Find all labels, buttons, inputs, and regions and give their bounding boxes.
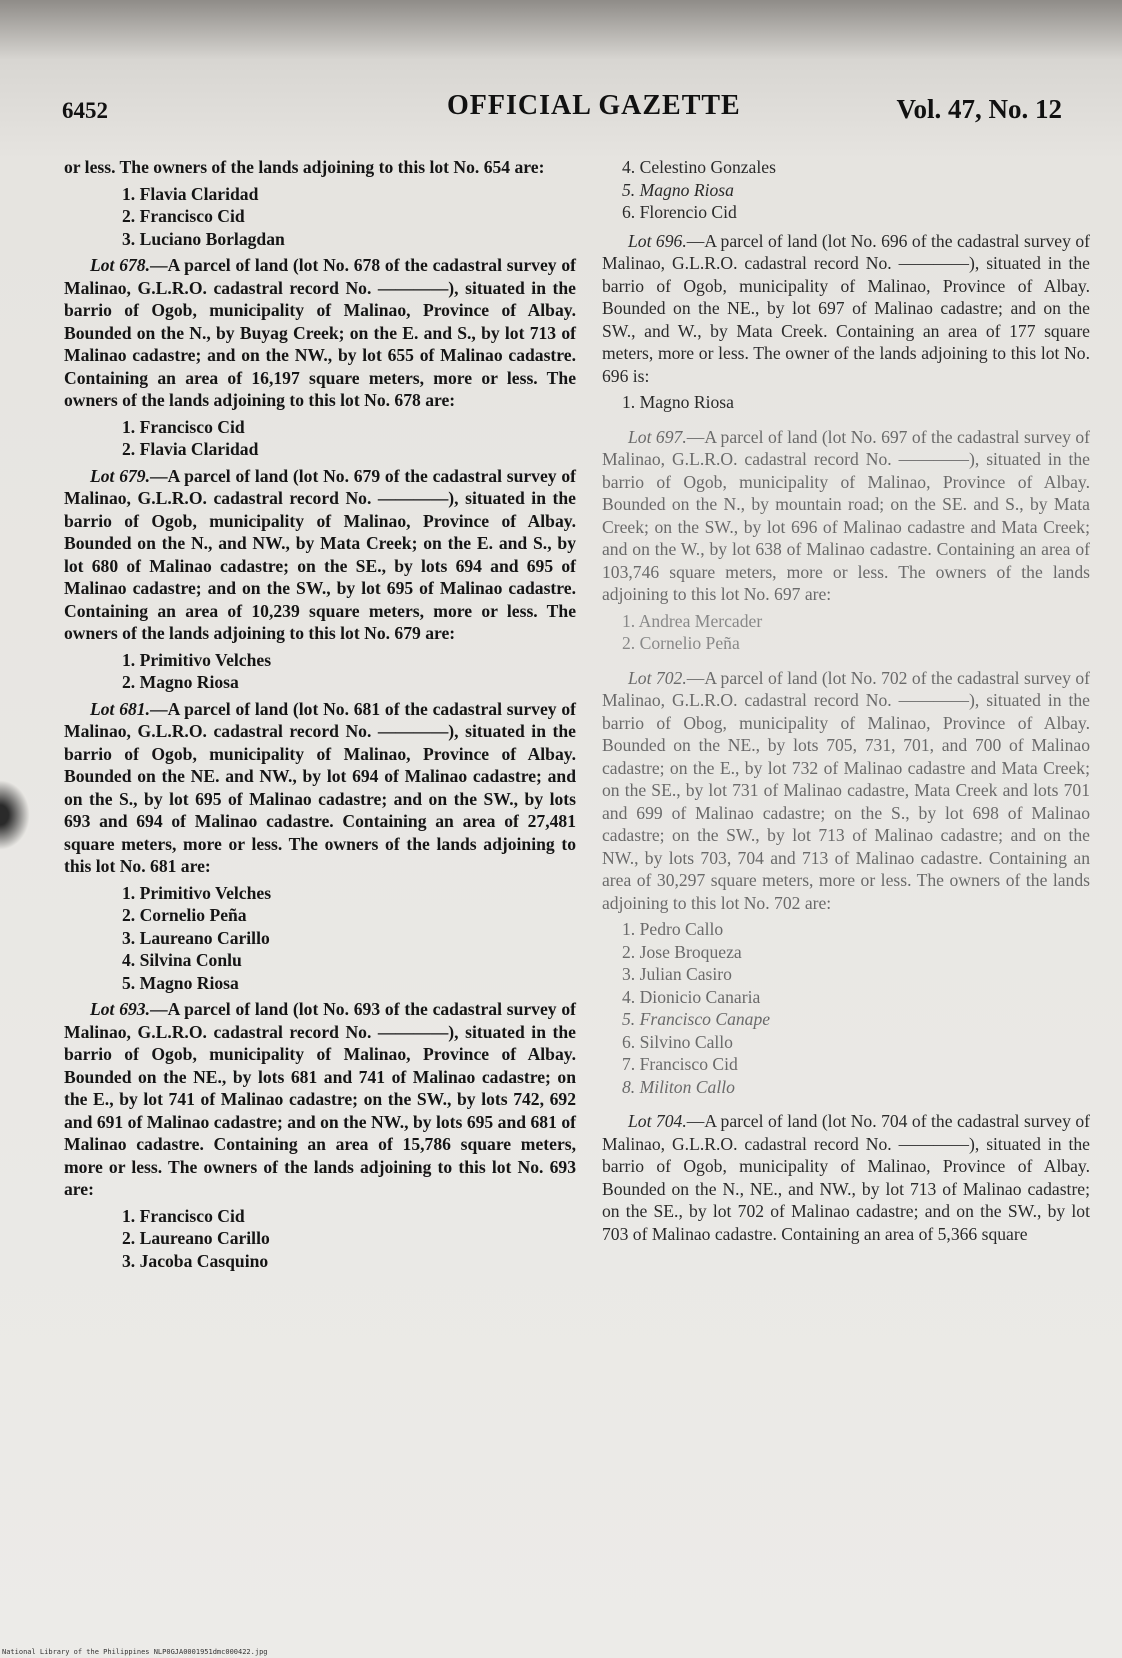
list-item: 3. Jacoba Casquino: [122, 1250, 269, 1271]
lot-704-paragraph: [602, 1110, 1090, 1245]
list-item: 3. Laureano Carillo: [122, 927, 270, 948]
list-item: 1. Magno Riosa: [622, 392, 734, 412]
paragraph-continuation: or less. The owners of the lands adjoining to this lot No. 654 are:: [64, 157, 545, 177]
list-item: 2. Jose Broqueza: [622, 941, 742, 962]
list-item: 4. Silvina Conlu: [122, 950, 242, 970]
list-item: 7. Francisco Cid: [622, 1054, 738, 1074]
lot-678-text: —A parcel of land (lot No. 678 of the cadastral survey of Malinao, G.L.R.O. cadastral record No. ————), situated in the barrio of Ogob, municipality of Malinao, Province of Albay. Bounded on the N., by Buyag Creek; on the E. and S., by lot 713 of Malinao cadastre; and on the NW., by lot 655 of Malinao cadastre. Containing an area of 16,197 square meters, more or less. The owners of the lands adjoining to this lot No. 678 are:: [64, 255, 576, 410]
lot-678-label: Lot 678.: [90, 255, 150, 275]
owners-list-702: [602, 918, 1090, 1098]
owners-list-654: [64, 183, 576, 251]
list-item: 2. Cornelio Peña: [122, 905, 247, 925]
lot-678-paragraph: [64, 254, 576, 412]
lot-702-label: Lot 702.: [628, 667, 687, 688]
page-number: 6452: [62, 98, 108, 123]
owners-list-693: [64, 1205, 576, 1273]
list-item: 1. Primitivo Velches: [122, 649, 272, 670]
list-item: 3. Luciano Borlagdan: [122, 228, 285, 249]
list-item: 1. Andrea Mercader: [622, 610, 763, 631]
lot-693-paragraph: [64, 998, 576, 1201]
lot-679-paragraph: [64, 465, 576, 645]
list-item: 8. Militon Callo: [622, 1076, 735, 1097]
list-item: 6. Silvino Callo: [622, 1031, 733, 1052]
owners-list-697: [602, 610, 1090, 655]
list-item: 1. Primitivo Velches: [122, 882, 272, 903]
lot-702-paragraph: [602, 667, 1090, 915]
owners-list-693-continued: [602, 156, 1090, 224]
lot-697-text: —A parcel of land (lot No. 697 of the cadastral survey of Malinao, G.L.R.O. cadastral record No. ————), situated in the barrio of Ogob, municipality of Malinao, Province of Albay. Bounded on the N., by mountain road; on the SE. and S., by Mata Creek; on the SW., by lot 696 of Malinao cadastre and Mata Creek; and on the W., by lot 638 of Malinao cadastre. Containing an area of 103,746 square meters, more or less. The owners of the lands adjoining to this lot No. 697 are:: [602, 426, 1090, 604]
list-item: 2. Flavia Claridad: [122, 439, 259, 459]
list-item: 6. Florencio Cid: [622, 202, 737, 222]
list-item: 3. Julian Casiro: [622, 964, 732, 984]
owners-list-696: [602, 391, 1090, 414]
lot-697-label: Lot 697.: [628, 426, 687, 447]
publication-title: OFFICIAL GAZETTE: [447, 90, 741, 121]
lot-696-text: —A parcel of land (lot No. 696 of the cadastral survey of Malinao, G.L.R.O. cadastral record No. ————), situated in the barrio of Ogob, municipality of Malinao, Province of Albay. Bounded on the NE., by lot 697 of Malinao cadastre; and on the SW., and W., by Mata Creek. Containing an area of 177 square meters, more or less. The owner of the lands adjoining to this lot No. 696 is:: [602, 230, 1090, 386]
lot-679-label: Lot 679.: [90, 465, 150, 486]
owners-list-681: [64, 882, 576, 995]
owners-list-679: [64, 649, 576, 694]
list-item: 4. Dionicio Canaria: [622, 986, 761, 1007]
list-item: 5. Francisco Canape: [622, 1009, 771, 1029]
scan-source-footer: National Library of the Philippines NLP0GJA0001951dmc000422.jpg: [2, 1648, 268, 1656]
lot-696-label: Lot 696.: [628, 230, 687, 251]
list-item: 4. Celestino Gonzales: [622, 157, 776, 177]
page-header: [62, 88, 1062, 128]
list-item: 2. Francisco Cid: [122, 206, 245, 226]
list-item: 5. Magno Riosa: [622, 179, 734, 200]
list-item: 2. Laureano Carillo: [122, 1228, 270, 1248]
lot-697-paragraph: [602, 426, 1090, 606]
list-item: 2. Cornelio Peña: [622, 633, 740, 653]
list-item: 5. Magno Riosa: [122, 972, 239, 993]
lot-704-text: —A parcel of land (lot No. 704 of the cadastral survey of Malinao, G.L.R.O. cadastral record No. ————), situated in the barrio of Ogob, municipality of Malinao, Province of Albay. Bounded on the N., NE., and NW., by lot 713 of Malinao cadastre; on the SE., by lot 702 of Malinao cadastre; and on the SW., by lot 703 of Malinao cadastre. Containing an area of 5,366 square: [602, 1111, 1090, 1244]
list-item: 1. Francisco Cid: [122, 416, 245, 437]
lot-679-text: —A parcel of land (lot No. 679 of the cadastral survey of Malinao, G.L.R.O. cadastral record No. ————), situated in the barrio of Ogob, municipality of Malinao, Province of Albay. Bounded on the N., and NW., by Mata Creek; on the E. and S., by lot 680 of Malinao cadastre; on the SE., by lots 694 and 695 of Malinao cadastre; and on the SW., by lot 695 of Malinao cadastre. Containing an area of 10,239 square meters, more or less. The owners of the lands adjoining to this lot No. 679 are:: [64, 465, 576, 643]
owners-list-678: [64, 416, 576, 461]
volume-number: Vol. 47, No. 12: [896, 94, 1062, 124]
left-column: [64, 156, 576, 1276]
right-column: [602, 156, 1090, 1249]
lot-696-paragraph: [602, 230, 1090, 388]
scan-blemish: [0, 780, 30, 850]
lot-681-label: Lot 681.: [90, 698, 150, 719]
list-item: 1. Pedro Callo: [622, 919, 724, 939]
lot-702-text: —A parcel of land (lot No. 702 of the cadastral survey of Malinao, G.L.R.O. cadastral record No. ————), situated in the barrio of Obog, municipality of Malinao, Province of Albay. Bounded on the NE., by lots 705, 731, 701, and 700 of Malinao cadastre; on the E., by lot 732 of Malinao cadastre and Mata Creek; on the SE., by lot 731 of Malinao cadastre, Mata Creek and lots 701 and 699 of Malinao cadastre; on the S., by lot 698 of Malinao cadastre; on the SW., by lot 713 of Malinao cadastre; and on the NW., by lots 703, 704 and 713 of Malinao cadastre. Containing an area of 30,297 square meters, more or less. The owners of the lands adjoining to this lot No. 702 are:: [602, 667, 1090, 913]
lot-681-paragraph: [64, 698, 576, 878]
lot-693-text: —A parcel of land (lot No. 693 of the cadastral survey of Malinao, G.L.R.O. cadastral record No. ————), situated in the barrio of Ogob, municipality of Malinao, Province of Albay. Bounded on the NE., by lots 681 and 741 of Malinao cadastre; on the E., by lot 741 of Malinao cadastre; on the SW., by lots 742, 692 and 691 of Malinao cadastre; and on the NW., by lots 695 and 681 of Malinao cadastre. Containing an area of 15,786 square meters, more or less. The owners of the lands adjoining to this lot No. 693 are:: [64, 999, 576, 1199]
list-item: 1. Flavia Claridad: [122, 183, 259, 204]
lot-693-label: Lot 693.: [90, 999, 150, 1019]
lot-681-text: —A parcel of land (lot No. 681 of the cadastral survey of Malinao, G.L.R.O. cadastral record No. ————), situated in the barrio of Ogob, municipality of Malinao, Province of Albay. Bounded on the NE. and NW., by lot 694 of Malinao cadastre; and on the S., by lot 695 of Malinao cadastre; and on the SW., by lots 693 and 694 of Malinao cadastre. Containing an area of 27,481 square meters, more or less. The owners of the lands adjoining to this lot No. 681 are:: [64, 698, 576, 876]
lot-704-label: Lot 704.: [628, 1111, 687, 1131]
list-item: 1. Francisco Cid: [122, 1205, 245, 1226]
list-item: 2. Magno Riosa: [122, 672, 239, 692]
